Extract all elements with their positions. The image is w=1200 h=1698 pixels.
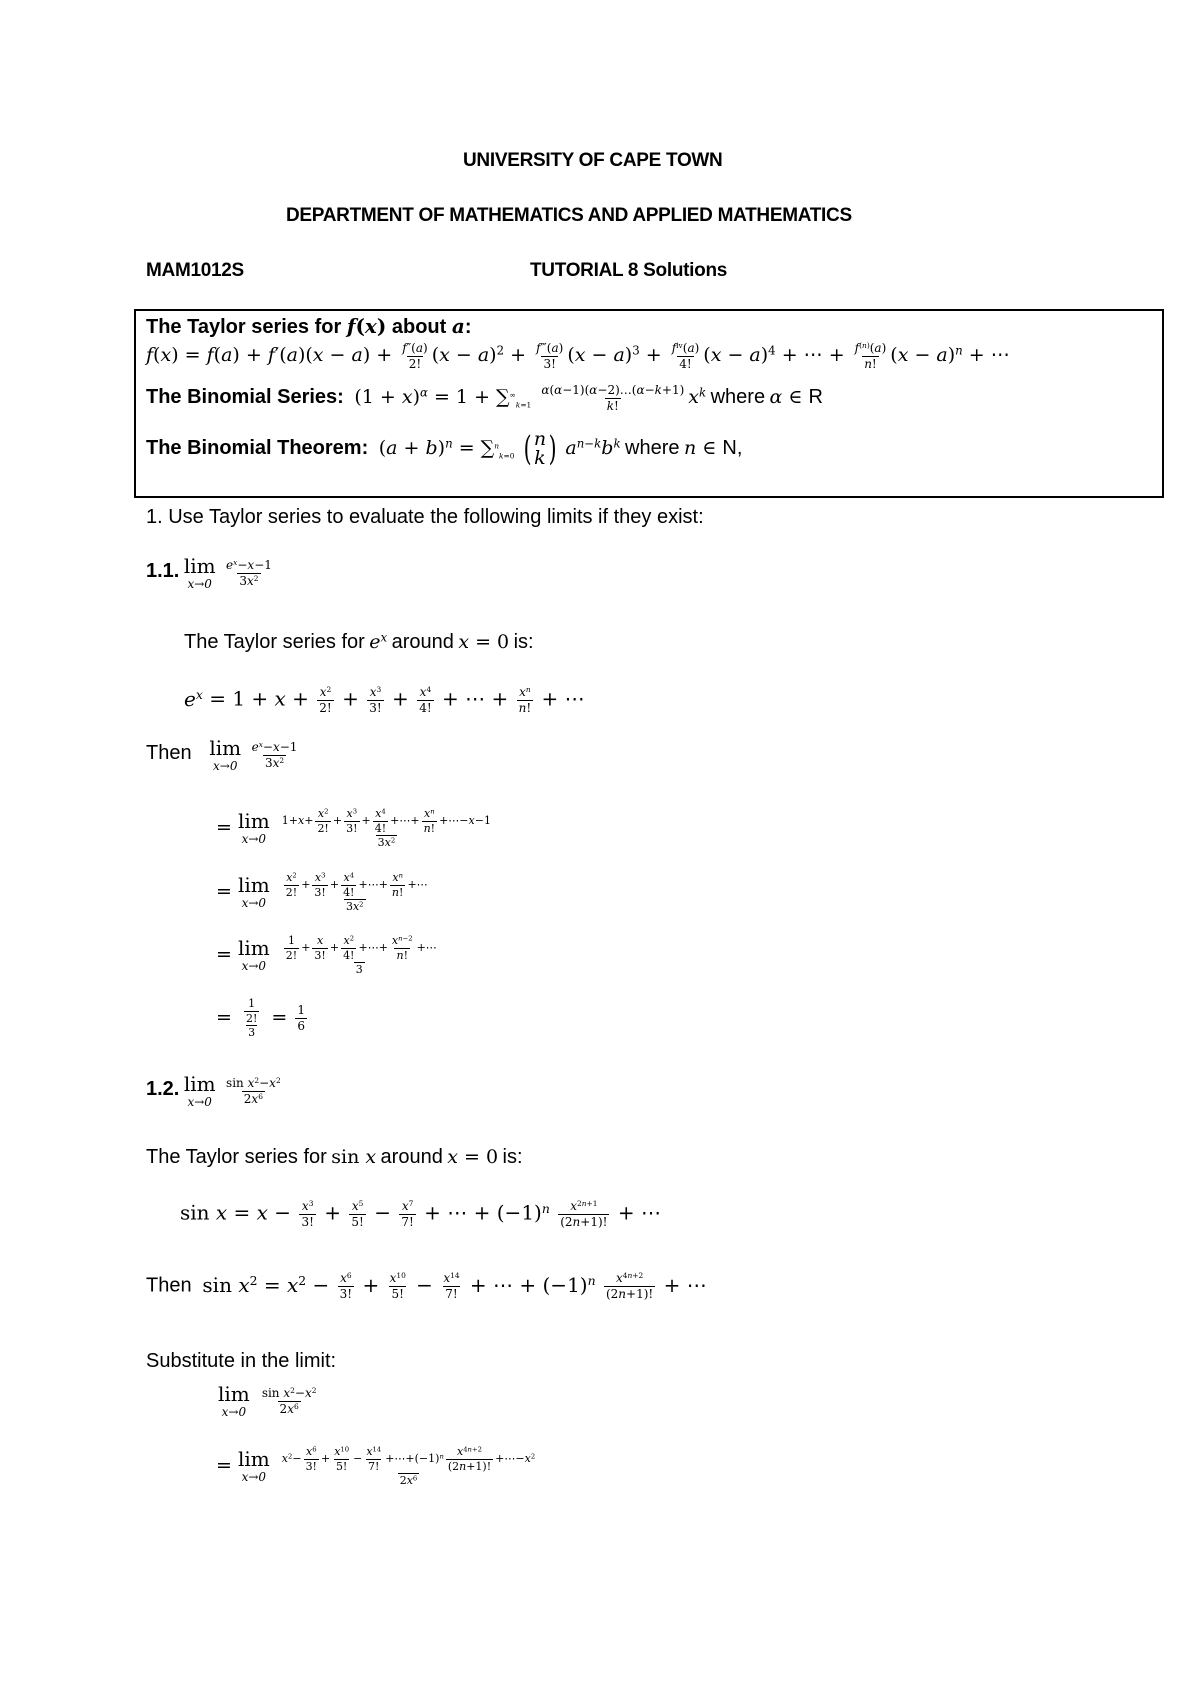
binomial-theorem-line: The Binomial Theorem: $(a + b)^n = \sum^n_{k=0}$ ( n k ) $a^{n-k}b^k$ where n ∈ N, <box>146 428 743 469</box>
university-title: UNIVERSITY OF CAPE TOWN <box>463 150 723 171</box>
binomial-series-line: The Binomial Series: $(1 + x)^\alpha = 1 + \sum^\infty_{k=1}$ $\frac{\alpha(\alpha-1)(\alpha-2)\dots(\alpha-k+1)}{k!}$ $x^k$ where α ∈ R <box>146 383 823 413</box>
part-1-2-limit: 1.2. lim x→0 $\frac{\sin x^2-x^2}{2x^6}$ <box>146 1072 281 1109</box>
course-code: MAM1012S <box>146 260 244 281</box>
part-1-1-taylor-intro: The Taylor series for $e^x$ around x = 0 is: <box>184 630 534 653</box>
part-1-2-substituted-limit: lim x→0 $\frac{\sin x^2-x^2}{2x^6}$ <box>218 1382 317 1419</box>
part-1-2-taylor-intro: The Taylor series for sin x around x = 0 is: <box>146 1146 523 1168</box>
part-1-1-step-2: = lim x→0 $\frac{x^2}{2!}$ + $\frac{x^3}{3!}$ + $\frac{x^4}{4!}$ +⋯+ $\frac{x^n}{n!}$ +⋯ $3x^2$ <box>216 871 428 914</box>
part-1-1-step-3: = lim x→0 $\frac{1}{2!}$ + $\frac{x}{3!}$ + $\frac{x^2}{4!}$ +⋯+ $\frac{x^{n-2}}{n!}$ +⋯ 3 <box>216 934 437 977</box>
part-1-1-exp-series: $e^x = 1 + x$ + $\frac{x^2}{2!}$ + $\frac{x^3}{3!}$ + $\frac{x^4}{4!}$ + ⋯ + $\frac{x^n}{n!}$ + ⋯ <box>184 684 585 715</box>
taylor-series-formula: f(x) = f(a) + f′(a)(x − a) + $\frac{f''(a)}{2!}$ $(x - a)^2$ + $\frac{f‴(a)}{3!}$ $(x - a)^3$ + $\frac{f^{iv}(a)}{4!}$ $(x - a)^4$ + ⋯ + $\frac{f^{(n)}(a)}{n!}$ $(x - a)^n$ + ⋯ <box>146 340 1010 371</box>
taylor-series-heading: The Taylor series for f(x) about a: <box>146 314 472 338</box>
question-1-heading: 1. Use Taylor series to evaluate the following limits if they exist: <box>146 506 704 528</box>
tutorial-title: TUTORIAL 8 Solutions <box>530 260 728 281</box>
department-title: DEPARTMENT OF MATHEMATICS AND APPLIED MATHEMATICS <box>286 205 852 226</box>
part-1-1-then: Then lim x→0 $\frac{e^x-x-1}{3x^2}$ <box>146 736 298 773</box>
part-1-2-expanded-limit: = lim x→0 $x^2-$ $\frac{x^6}{3!}$ + $\frac{x^{10}}{5!}$ − $\frac{x^{14}}{7!}$ $+\cdots+(-1)^n$ $\frac{x^{4n+2}}{(2n+1)!}$ $+\cdots-x^2$ $2x^6$ <box>216 1445 536 1488</box>
part-1-1-step-1: = lim x→0 1+x+ $\frac{x^2}{2!}$ + $\frac{x^3}{3!}$ + $\frac{x^4}{4!}$ +⋯+ $\frac{x^n}{n!}$ +⋯−x−1 $3x^2$ <box>216 807 491 850</box>
part-1-2-sin-series: sin x = x − $\frac{x^3}{3!}$ + $\frac{x^5}{5!}$ − $\frac{x^7}{7!}$ + ⋯ + $(-1)^n$ $\frac{x^{2n+1}}{(2n+1)!}$ + ⋯ <box>180 1198 661 1229</box>
part-1-2-then-line: Then $\sin x^2 = x^2$ − $\frac{x^6}{3!}$ + $\frac{x^{10}}{5!}$ − $\frac{x^{14}}{7!}$ + ⋯ + $(-1)^n$ $\frac{x^{4n+2}}{(2n+1)!}$ + ⋯ <box>146 1270 707 1301</box>
part-1-1-limit: 1.1. lim x→0 $\frac{e^x-x-1}{3x^2}$ <box>146 554 272 591</box>
part-1-2-substitute-label: Substitute in the limit: <box>146 1350 337 1372</box>
part-1-1-result: = $\frac{\frac{1}{2!}}{3}$ = $\frac{1}{6}$ <box>216 997 306 1040</box>
